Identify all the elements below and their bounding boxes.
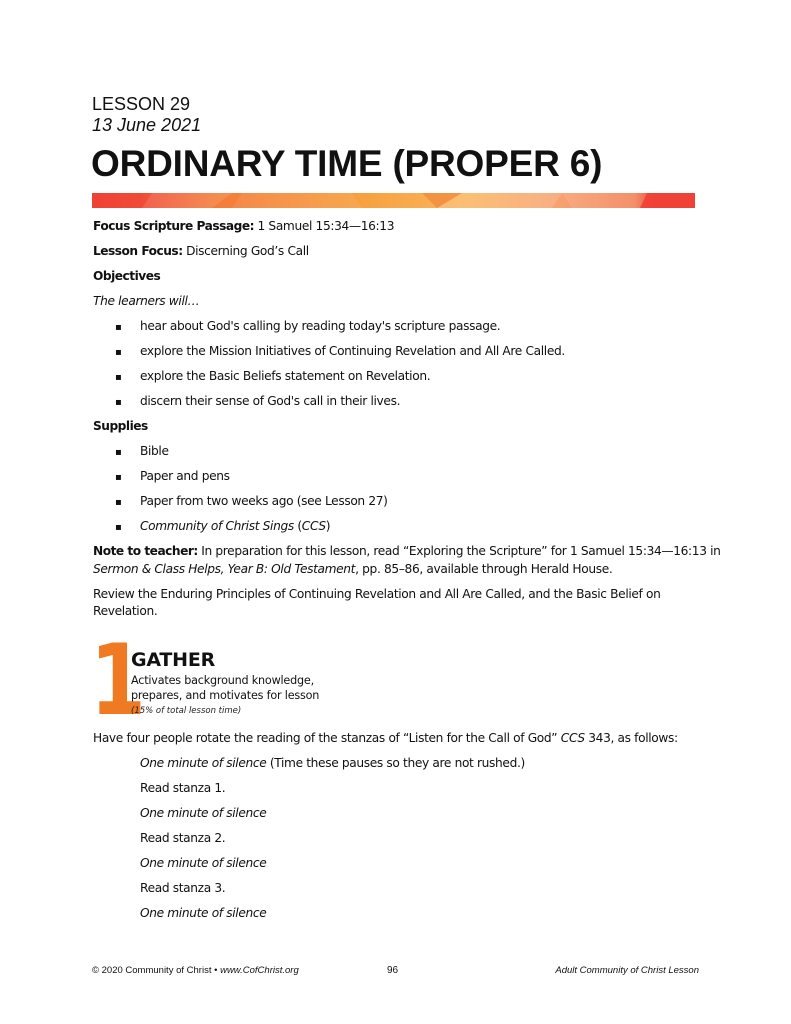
lesson-number: LESSON 29	[92, 94, 191, 114]
focus-scripture	[93, 218, 394, 235]
supply-item	[115, 518, 330, 536]
review-line1: Review the Enduring Principles of Continuing Revelation and All Are Called, and the Basic Belief on	[93, 587, 661, 601]
objective-item	[115, 343, 565, 361]
footer-copyright	[92, 965, 299, 977]
objective-item	[115, 368, 430, 386]
supply-text: Bible	[140, 444, 169, 458]
focus-scripture-label: Focus Scripture Passage:	[93, 219, 254, 233]
objective-text: discern their sense of God's call in their lives.	[140, 394, 401, 408]
supply-item	[115, 443, 169, 461]
objective-text: explore the Basic Beliefs statement on Revelation.	[140, 369, 431, 383]
teacher-note-text: In preparation for this lesson, read “Exploring the Scripture” for 1 Samuel 15:34—16:13 in	[197, 544, 721, 558]
decorative-banner	[92, 193, 695, 208]
gather-step-text: Read stanza 3.	[140, 881, 226, 895]
gather-step-text: One minute of silence	[140, 756, 267, 770]
bullet-icon: ▪	[115, 372, 122, 383]
gather-step	[140, 805, 266, 822]
gather-step	[140, 880, 225, 897]
bullet-icon: ▪	[115, 347, 122, 358]
lesson-focus-value: Discerning God’s Call	[186, 244, 309, 258]
gather-step	[140, 905, 266, 922]
lesson-date: 13 June 2021	[92, 115, 202, 135]
gather-title: GATHER	[131, 649, 216, 671]
bullet-icon: ▪	[115, 497, 122, 508]
footer-copyright-text: © 2020 Community of Christ •	[92, 965, 221, 976]
teacher-note-label: Note to teacher:	[93, 544, 198, 558]
supplies-heading: Supplies	[93, 419, 148, 433]
teacher-note-text-2: , pp. 85–86, available through Herald House.	[355, 562, 613, 576]
bullet-icon: ▪	[115, 447, 122, 458]
bullet-icon: ▪	[115, 397, 122, 408]
supply-open-paren: (	[293, 519, 302, 533]
bullet-icon: ▪	[115, 322, 122, 333]
footer-publication-title: Adult Community of Christ Lesson	[555, 965, 699, 976]
gather-desc-line2: prepares, and motivates for lesson	[131, 689, 320, 702]
bullet-icon: ▪	[115, 472, 122, 483]
lesson-focus-label: Lesson Focus:	[93, 244, 183, 258]
teacher-note-book: Sermon & Class Helps, Year B: Old Testament	[93, 562, 356, 576]
gather-step-text: Read stanza 2.	[140, 831, 226, 845]
page-number: 96	[387, 965, 399, 976]
gather-step-suffix: (Time these pauses so they are not rushed.)	[266, 756, 525, 770]
gather-instruction-post: 343, as follows:	[584, 731, 678, 745]
bullet-icon: ▪	[115, 522, 122, 533]
gather-step-number: 1	[90, 624, 142, 738]
page-title: ORDINARY TIME (PROPER 6)	[91, 143, 603, 184]
objectives-heading: Objectives	[93, 269, 161, 283]
lesson-focus	[93, 243, 309, 260]
objective-item	[115, 318, 500, 336]
teacher-note-line1	[93, 543, 721, 560]
objective-text: hear about God's calling by reading today's scripture passage.	[140, 319, 501, 333]
gather-step	[140, 755, 525, 772]
objectives-intro: The learners will…	[93, 294, 200, 308]
gather-time: (15% of total lesson time)	[131, 706, 242, 716]
gather-instruction-abbrev: CCS	[560, 731, 585, 745]
gather-step-text: One minute of silence	[140, 856, 267, 870]
supply-book-title: Community of Christ Sings	[140, 519, 294, 533]
gather-step	[140, 830, 225, 847]
teacher-note-line2	[93, 561, 612, 578]
gather-instruction-pre: Have four people rotate the reading of the stanzas of “Listen for the Call of God”	[93, 731, 561, 745]
gather-step-text: Read stanza 1.	[140, 781, 226, 795]
supply-text: Paper from two weeks ago (see Lesson 27)	[140, 494, 388, 508]
objective-text: explore the Mission Initiatives of Continuing Revelation and All Are Called.	[140, 344, 565, 358]
banner-graphic	[92, 193, 695, 208]
review-line2: Revelation.	[93, 604, 158, 618]
gather-step-text: One minute of silence	[140, 806, 267, 820]
gather-desc-line1: Activates background knowledge,	[131, 674, 314, 687]
focus-scripture-value: 1 Samuel 15:34—16:13	[257, 219, 395, 233]
objective-item	[115, 393, 400, 411]
supply-text: Paper and pens	[140, 469, 230, 483]
gather-step	[140, 855, 266, 872]
supply-item	[115, 493, 388, 511]
gather-step-text: One minute of silence	[140, 906, 267, 920]
supply-abbrev: CCS	[301, 519, 326, 533]
supply-item	[115, 468, 230, 486]
gather-instruction	[93, 730, 678, 747]
gather-step	[140, 780, 225, 797]
footer-website-link[interactable]: www.CofChrist.org	[220, 965, 299, 976]
supply-close-paren: )	[325, 519, 331, 533]
